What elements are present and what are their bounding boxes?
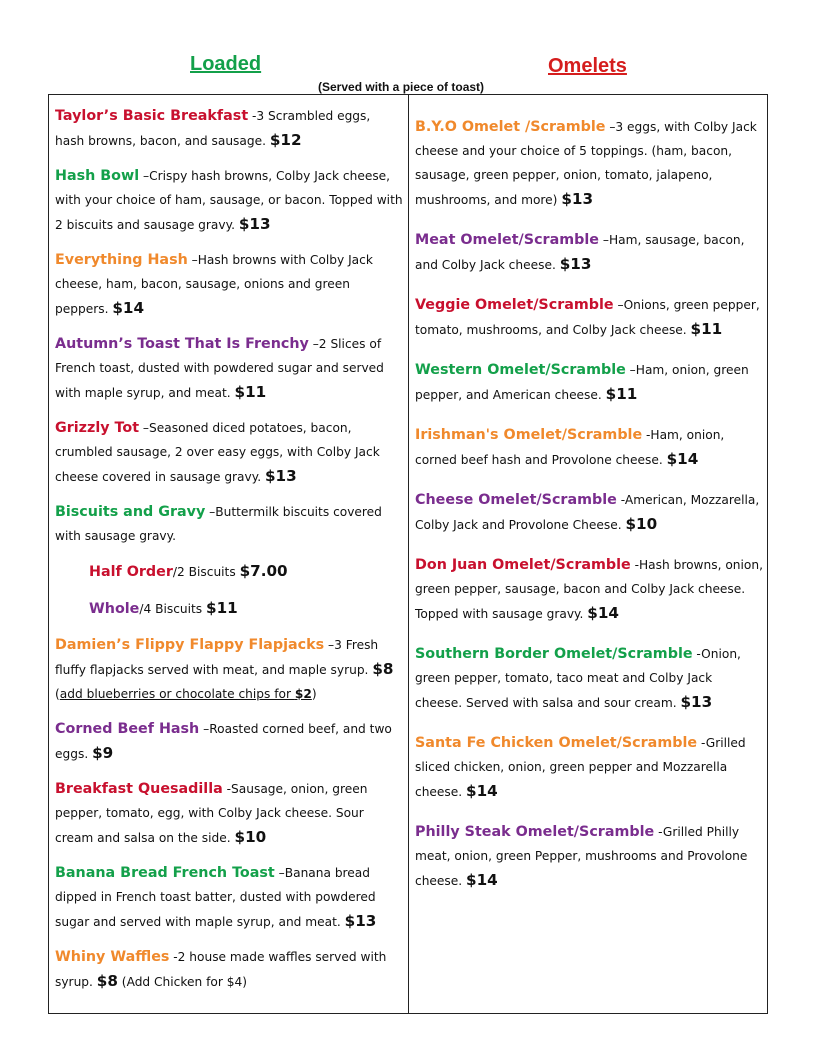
menu-item-corned-beef-hash (55, 717, 403, 766)
menu-item-western-omelet (415, 358, 763, 407)
menu-item-veggie-omelet (415, 293, 763, 342)
menu-item-meat-omelet (415, 228, 763, 277)
item-name: Veggie Omelet/Scramble (415, 297, 614, 313)
item-price: $13 (238, 215, 271, 233)
menu-item-grizzly-tot (55, 416, 403, 489)
menu-item-biscuits-and-gravy (55, 500, 403, 548)
column-divider (408, 94, 409, 1014)
item-description: -Ham, onion, corned beef hash and Provolone cheese. (415, 428, 725, 467)
menu-item-cheese-omelet (415, 488, 763, 537)
item-name: Southern Border Omelet/Scramble (415, 646, 693, 662)
item-price: $14 (466, 871, 498, 889)
menu-item-banana-bread-french-toast (55, 861, 403, 934)
menu-item-hash-bowl (55, 164, 403, 237)
menu-item-southern-border-omelet (415, 642, 763, 715)
loaded-heading: Loaded (190, 53, 262, 75)
item-price: $13 (561, 190, 594, 208)
item-description: –Roasted corned beef, and two eggs. (55, 722, 392, 761)
item-name: Everything Hash (55, 252, 188, 268)
item-price: $14 (112, 299, 145, 317)
toast-subtitle: (Served with a piece of toast) (318, 80, 485, 94)
item-description: -2 house made waffles served with syrup. (55, 950, 387, 989)
item-description: –Ham, onion, green pepper, and American cheese. (415, 363, 749, 402)
menu-item-irishman-omelet (415, 423, 763, 472)
item-name: Irishman's Omelet/Scramble (415, 427, 643, 443)
item-name: Don Juan Omelet/Scramble (415, 557, 631, 573)
item-price: $14 (587, 604, 619, 622)
item-price: $14 (466, 782, 498, 800)
item-name: Biscuits and Gravy (55, 504, 206, 520)
menu-subitem-half-order (89, 559, 403, 584)
item-price: $11 (605, 385, 638, 403)
item-description: -Grilled Philly meat, onion, green Pepper, mushrooms and Provolone cheese. (415, 825, 748, 888)
item-name: Whole (89, 601, 140, 617)
item-name: B.Y.O Omelet /Scramble (415, 119, 606, 135)
item-extra: (Add Chicken for $4) (117, 975, 247, 989)
item-name: Breakfast Quesadilla (55, 781, 223, 797)
menu-item-damiens-flapjacks (55, 633, 403, 706)
item-price: $8 (96, 972, 118, 990)
item-name: Santa Fe Chicken Omelet/Scramble (415, 735, 698, 751)
item-price: $10 (234, 828, 267, 846)
item-description: –Ham, sausage, bacon, and Colby Jack cheese. (415, 233, 745, 272)
item-name: Corned Beef Hash (55, 721, 200, 737)
loaded-column (55, 104, 403, 1005)
item-description: –3 Fresh fluffy flapjacks served with meat, and maple syrup. (55, 638, 379, 677)
item-description: -American, Mozzarella, Colby Jack and Provolone Cheese. (415, 493, 760, 532)
item-price: $14 (666, 450, 699, 468)
item-description: –2 Slices of French toast, dusted with powdered sugar and served with maple syrup, and meat. (55, 337, 384, 400)
item-price: $13 (680, 693, 713, 711)
item-name: Hash Bowl (55, 168, 140, 184)
add-on-note-text: add blueberries or chocolate chips for (59, 687, 295, 701)
item-description: –Onions, green pepper, tomato, mushrooms, and Colby Jack cheese. (415, 298, 760, 337)
menu-item-santa-fe-chicken-omelet (415, 731, 763, 804)
item-name: Banana Bread French Toast (55, 865, 275, 881)
item-description: /4 Biscuits (139, 602, 207, 616)
item-description: -Grilled sliced chicken, onion, green pepper and Mozzarella cheese. (415, 736, 746, 799)
add-on-note-price: $2 (294, 687, 312, 701)
note-paren-close: ) (311, 687, 317, 701)
omelets-heading: Omelets (548, 55, 627, 77)
item-name: Western Omelet/Scramble (415, 362, 626, 378)
item-name: Taylor’s Basic Breakfast (55, 108, 249, 124)
item-description: -Sausage, onion, green pepper, tomato, egg, with Colby Jack cheese. Sour cream and salsa on the side. (55, 782, 368, 845)
item-price: $8 (372, 660, 394, 678)
item-description: –Banana bread dipped in French toast batter, dusted with powdered sugar and served with maple syrup, and meat. (55, 866, 376, 929)
menu-item-autumns-toast (55, 332, 403, 405)
item-name: Philly Steak Omelet/Scramble (415, 824, 655, 840)
menu-item-don-juan-omelet (415, 553, 763, 626)
item-name: Damien’s Flippy Flappy Flapjacks (55, 637, 325, 653)
item-price: $10 (625, 515, 658, 533)
item-description: –Crispy hash browns, Colby Jack cheese, with your choice of ham, sausage, or bacon. Topped with 2 biscuits and sausage gravy. (55, 169, 403, 232)
item-name: Meat Omelet/Scramble (415, 232, 599, 248)
menu-item-taylors-basic-breakfast (55, 104, 403, 153)
item-price: $11 (206, 599, 238, 617)
item-price: $11 (234, 383, 267, 401)
item-price: $12 (269, 131, 302, 149)
omelets-column (415, 104, 763, 909)
item-name: Cheese Omelet/Scramble (415, 492, 617, 508)
item-price: $13 (559, 255, 592, 273)
item-name: Half Order (89, 564, 173, 580)
item-name: Grizzly Tot (55, 420, 140, 436)
item-description: -Hash browns, onion, green pepper, sausage, bacon and Colby Jack cheese. Topped with sausage gravy. (415, 558, 763, 621)
menu-item-breakfast-quesadilla (55, 777, 403, 850)
note-paren-open: ( (55, 687, 60, 701)
menu-item-whiny-waffles (55, 945, 403, 994)
item-description: -3 Scrambled eggs, hash browns, bacon, and sausage. (55, 109, 371, 148)
item-description: –Hash browns with Colby Jack cheese, ham, bacon, sausage, onions and green peppers. (55, 253, 373, 316)
item-price: $7.00 (239, 562, 288, 580)
menu-item-everything-hash (55, 248, 403, 321)
item-price: $13 (344, 912, 377, 930)
menu-item-philly-steak-omelet (415, 820, 763, 893)
item-description: –Seasoned diced potatoes, bacon, crumbled sausage, 2 over easy eggs, with Colby Jack cheese covered in sausage gravy. (55, 421, 380, 484)
item-description: -Onion, green pepper, tomato, taco meat and Colby Jack cheese. Served with salsa and sour cream. (415, 647, 741, 710)
item-description: /2 Biscuits (172, 565, 240, 579)
item-name: Autumn’s Toast That Is Frenchy (55, 336, 309, 352)
item-price: $9 (92, 744, 114, 762)
item-description: –Buttermilk biscuits covered with sausage gravy. (55, 505, 382, 543)
menu-item-byo-omelet (415, 115, 763, 212)
menu-subitem-whole (89, 596, 403, 621)
item-price: $13 (264, 467, 297, 485)
add-on-note (60, 687, 312, 701)
item-name: Whiny Waffles (55, 949, 170, 965)
item-price: $11 (690, 320, 723, 338)
item-description: –3 eggs, with Colby Jack cheese and your choice of 5 toppings. (ham, bacon, sausage, green pepper, onion, tomato, jalapeno, mushrooms, and more) (415, 120, 757, 207)
